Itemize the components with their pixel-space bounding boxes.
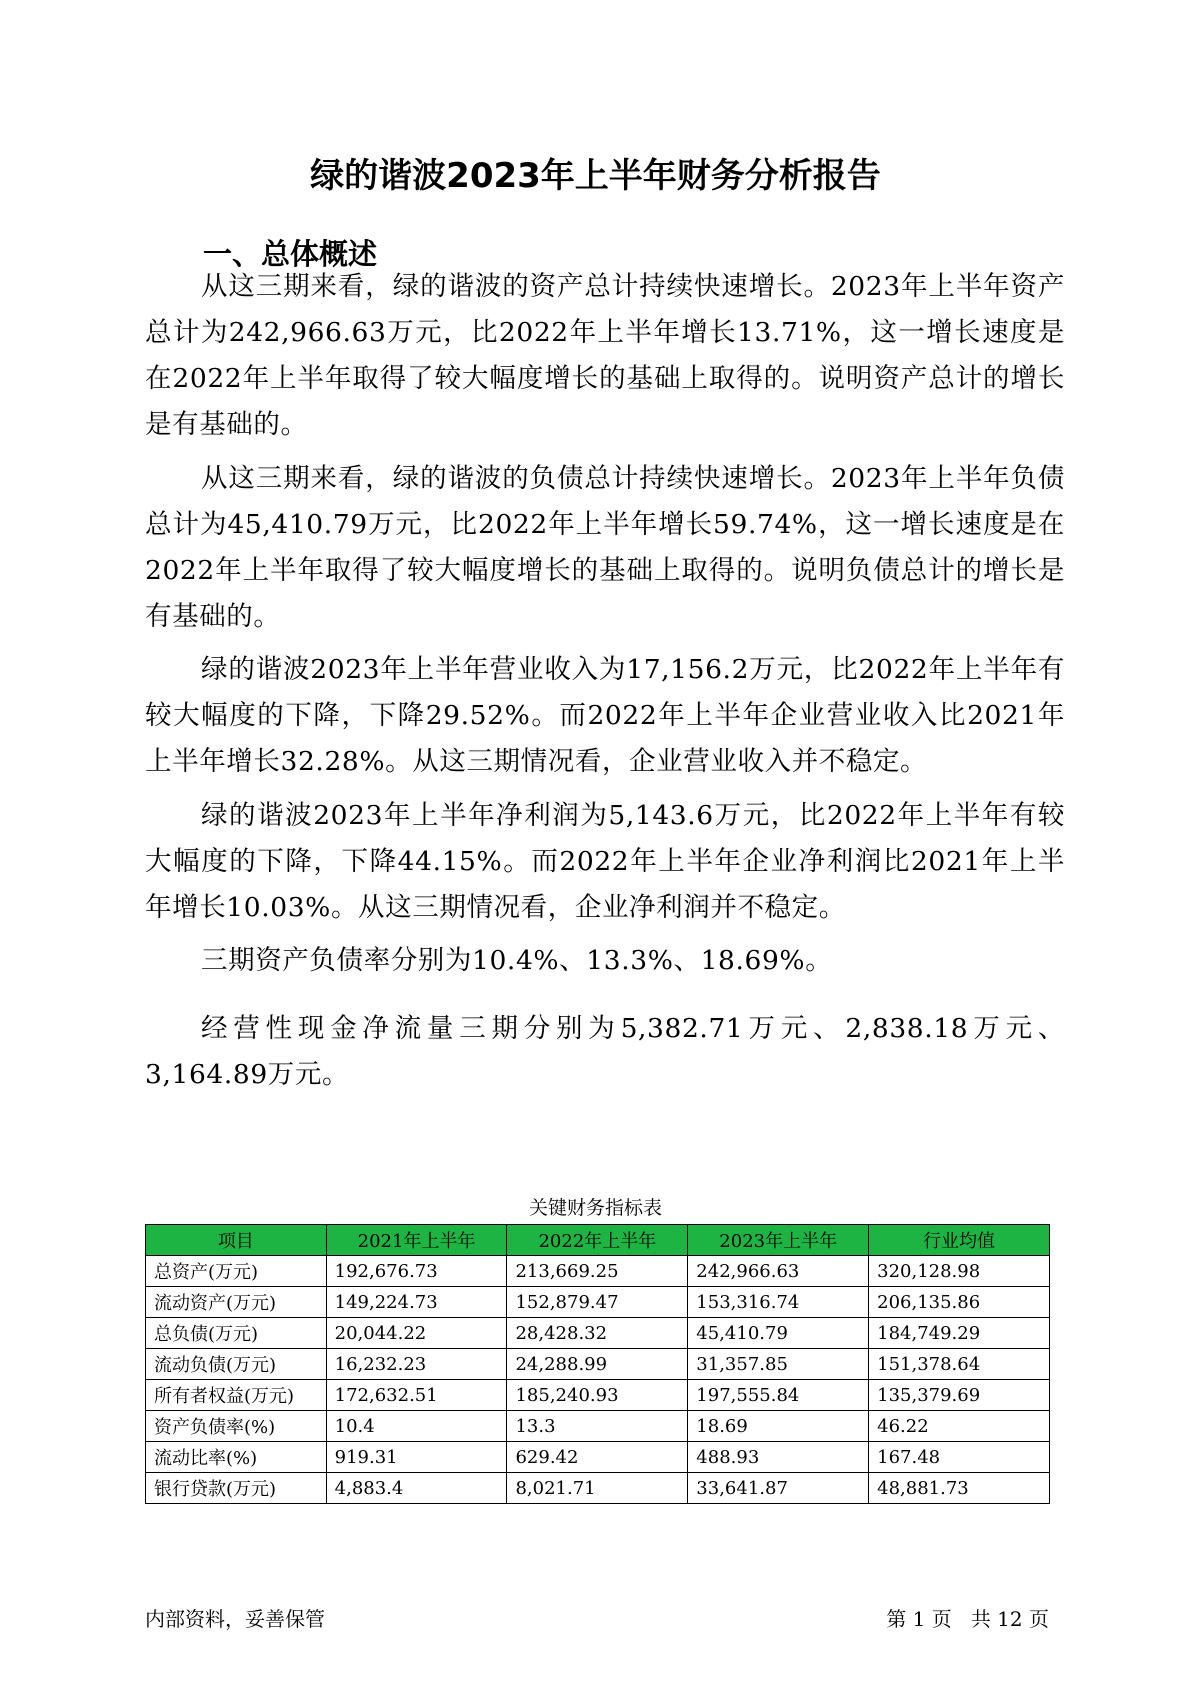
table-row [146,1287,1050,1318]
cell: 28,428.32 [507,1318,688,1349]
cell: 18.69 [688,1411,869,1442]
paragraph-assets: 从这三期来看，绿的谐波的资产总计持续快速增长。2023年上半年资产总计为242,966.63万元，比2022年上半年增长13.71%，这一增长速度是在2022年上半年取得了较大幅度增长的基础上取得的。说明资产总计的增长是有基础的。 [145,271,1065,440]
cell: 46.22 [869,1411,1050,1442]
cell: 320,128.98 [869,1256,1050,1287]
cell: 13.3 [507,1411,688,1442]
header-2022h1: 2022年上半年 [507,1225,688,1256]
cell: 185,240.93 [507,1380,688,1411]
paragraph-cash-flow: 经营性现金净流量三期分别为5,382.71万元、2,838.18万元、3,164.89万元。 [145,1013,1065,1090]
document-title: 绿的谐波2023年上半年财务分析报告 [310,156,881,196]
table-row [146,1442,1050,1473]
table-row [146,1318,1050,1349]
cell: 149,224.73 [326,1287,507,1318]
cell: 33,641.87 [688,1473,869,1504]
row-label: 所有者权益(万元) [146,1380,327,1411]
cell: 167.48 [869,1442,1050,1473]
cell: 10.4 [326,1411,507,1442]
cell: 45,410.79 [688,1318,869,1349]
row-label: 流动负债(万元) [146,1349,327,1380]
paragraph-net-profit: 绿的谐波2023年上半年净利润为5,143.6万元，比2022年上半年有较大幅度的下降，下降44.15%。而2022年上半年企业净利润比2021年上半年增长10.03%。从这三期情况看，企业净利润并不稳定。 [145,800,1065,923]
cell: 172,632.51 [326,1380,507,1411]
cell: 8,021.71 [507,1473,688,1504]
row-label: 总资产(万元) [146,1256,327,1287]
cell: 4,883.4 [326,1473,507,1504]
row-label: 总负债(万元) [146,1318,327,1349]
paragraph-liabilities: 从这三期来看，绿的谐波的负债总计持续快速增长。2023年上半年负债总计为45,410.79万元，比2022年上半年增长59.74%，这一增长速度是在2022年上半年取得了较大幅度增长的基础上取得的。说明负债总计的增长是有基础的。 [145,463,1065,632]
cell: 20,044.22 [326,1318,507,1349]
cell: 192,676.73 [326,1256,507,1287]
table-header-row [146,1225,1050,1256]
header-2023h1: 2023年上半年 [688,1225,869,1256]
cell: 213,669.25 [507,1256,688,1287]
table-row [146,1411,1050,1442]
table-caption: 关键财务指标表 [528,1197,662,1219]
row-label: 银行贷款(万元) [146,1473,327,1504]
row-label: 流动资产(万元) [146,1287,327,1318]
table-row [146,1349,1050,1380]
cell: 197,555.84 [688,1380,869,1411]
cell: 31,357.85 [688,1349,869,1380]
cell: 16,232.23 [326,1349,507,1380]
paragraph-debt-ratio: 三期资产负债率分别为10.4%、13.3%、18.69%。 [201,945,833,976]
cell: 629.42 [507,1442,688,1473]
financial-indicators-table [145,1224,1050,1504]
cell: 242,966.63 [688,1256,869,1287]
row-label: 资产负债率(%) [146,1411,327,1442]
cell: 206,135.86 [869,1287,1050,1318]
footer-page-number: 第 1 页 共 12 页 [886,1607,1049,1631]
row-label: 流动比率(%) [146,1442,327,1473]
table-row [146,1256,1050,1287]
cell: 488.93 [688,1442,869,1473]
cell: 48,881.73 [869,1473,1050,1504]
cell: 153,316.74 [688,1287,869,1318]
cell: 152,879.47 [507,1287,688,1318]
paragraph-revenue: 绿的谐波2023年上半年营业收入为17,156.2万元，比2022年上半年有较大幅度的下降，下降29.52%。而2022年上半年企业营业收入比2021年上半年增长32.28%。从这三期情况看，企业营业收入并不稳定。 [145,654,1065,777]
cell: 151,378.64 [869,1349,1050,1380]
table-row [146,1473,1050,1504]
cell: 184,749.29 [869,1318,1050,1349]
header-industry-avg: 行业均值 [869,1225,1050,1256]
header-2021h1: 2021年上半年 [326,1225,507,1256]
footer-confidential-note: 内部资料，妥善保管 [145,1607,325,1631]
header-item: 项目 [146,1225,327,1256]
cell: 24,288.99 [507,1349,688,1380]
cell: 919.31 [326,1442,507,1473]
section-heading: 一、总体概述 [203,237,378,271]
cell: 135,379.69 [869,1380,1050,1411]
table-row [146,1380,1050,1411]
